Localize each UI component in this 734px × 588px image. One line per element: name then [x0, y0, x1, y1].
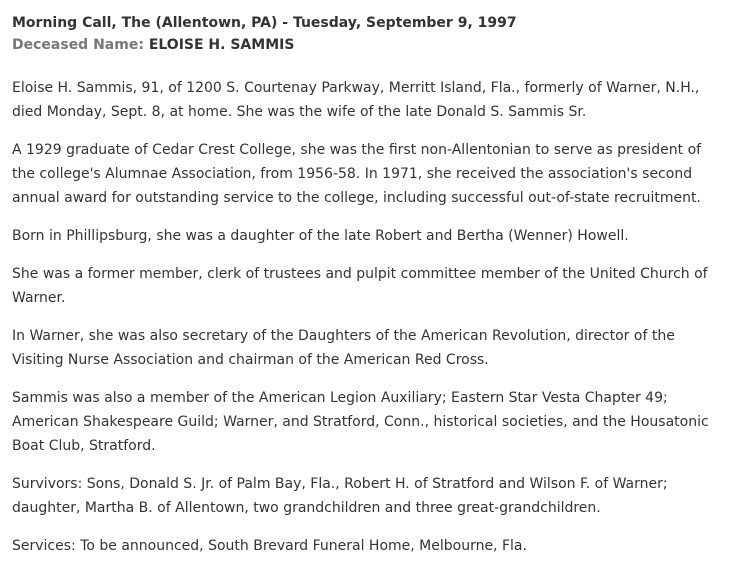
publication-line — [12, 12, 722, 34]
paragraph-education: A 1929 graduate of Cedar Crest College, she was the first non-Allentonian to serve as president of the college's Alumnae Association, from 1956-58. In 1971, she received the association's second annual award for outstanding service to the college, including successful out-of-state recruitment. — [12, 142, 702, 206]
paragraph-church: She was a former member, clerk of trustees and pulpit committee member of the United Church of Warner. — [12, 266, 708, 306]
deceased-label: Deceased Name: — [12, 37, 144, 53]
obituary-body — [12, 76, 722, 558]
paragraph-services: Services: To be announced, South Brevard Funeral Home, Melbourne, Fla. — [12, 538, 527, 554]
deceased-line — [12, 34, 722, 56]
publication-date: Tuesday, September 9, 1997 — [292, 15, 517, 31]
paragraph-survivors: Survivors: Sons, Donald S. Jr. of Palm Bay, Fla., Robert H. of Stratford and Wilson F. of Warner; daughter, Martha B. of Allentown, two grandchildren and three great-grandchildren. — [12, 476, 668, 516]
paragraph-birth: Born in Phillipsburg, she was a daughter of the late Robert and Bertha (Wenner) Howell. — [12, 228, 629, 244]
header-separator: - — [277, 15, 293, 31]
deceased-name: ELOISE H. SAMMIS — [148, 37, 295, 53]
publication-name: Morning Call, The (Allentown, PA) — [12, 15, 278, 31]
paragraph-residence: Eloise H. Sammis, 91, of 1200 S. Courtenay Parkway, Merritt Island, Fla., formerly of Warner, N.H., died Monday, Sept. 8, at home. She was the wife of the late Donald S. Sammis Sr. — [12, 80, 700, 120]
paragraph-memberships: Sammis was also a member of the American Legion Auxiliary; Eastern Star Vesta Chapter 49; American Shakespeare Guild; Warner, and Stratford, Conn., historical societies, and the Housatonic Boat Club, Stratford. — [12, 390, 709, 454]
paragraph-warner: In Warner, she was also secretary of the Daughters of the American Revolution, director of the Visiting Nurse Association and chairman of the American Red Cross. — [12, 328, 675, 368]
